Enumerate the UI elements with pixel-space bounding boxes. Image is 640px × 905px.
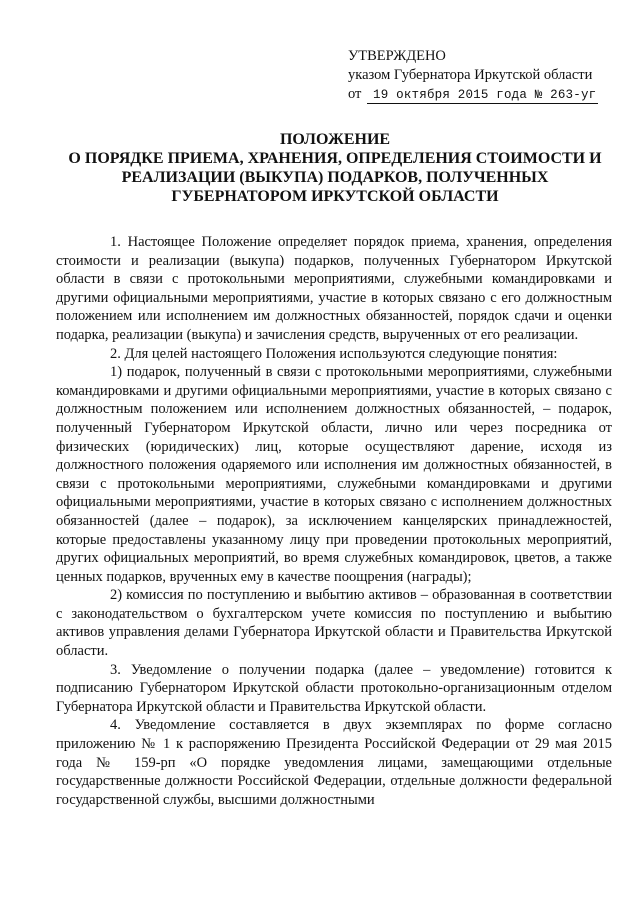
paragraph-3: 3. Уведомление о получении подарка (далее – уведомление) готовится к подписанию Губернатором Иркутской области протокольно-организационным отделом Губернатора Иркутской области и Правительства Иркутской области.	[56, 661, 612, 715]
document-body	[56, 233, 612, 809]
paragraph-1: 1. Настоящее Положение определяет порядок приема, хранения, определения стоимости и реализации (выкупа) подарков, полученных Губернатором Иркутской области в связи с протокольными мероприятиями, служебными командировками и другими официальными мероприятиями, участие в которых связано с его должностным положением или исполнением им должностных обязанностей, порядок сдачи и оценки подарка, реализации (выкупа) и зачисления средств, вырученных от его реализации.	[56, 234, 612, 343]
paragraph-2: 2. Для целей настоящего Положения используются следующие понятия:	[110, 345, 558, 362]
approval-date-prefix: от	[348, 86, 362, 102]
title-line: О ПОРЯДКЕ ПРИЕМА, ХРАНЕНИЯ, ОПРЕДЕЛЕНИЯ СТОИМОСТИ И	[68, 150, 602, 167]
document-title	[40, 130, 630, 206]
paragraph-4: 4. Уведомление составляется в двух экземплярах по форме согласно приложению № 1 к распоряжению Президента Российской Федерации от 29 мая 2015 года № 159-рп «О порядке уведомления лицами, замещающими отдельные государственные должности Российской Федерации, отдельные должности федеральной государственной службы, высшими должностными	[56, 717, 612, 808]
approval-date-line	[348, 85, 628, 104]
approval-stamp	[348, 47, 628, 104]
title-line: ГУБЕРНАТОРОМ ИРКУТСКОЙ ОБЛАСТИ	[171, 188, 499, 205]
approval-date-value: 19 октября 2015 года № 263-уг	[367, 88, 598, 104]
paragraph-2-1: 1) подарок, полученный в связи с протокольными мероприятиями, служебными командировками и другими официальными мероприятиями, участие в которых связано с должностным положением или исполнением должностных обязанностей, – подарок, полученный Губернатором Иркутской области, лично или через посредника от физических (юридических) лиц, которые осуществляют дарение, исходя из должностного положения одаряемого или исполнения им должностных обязанностей, в связи с протокольными мероприятиями, служебными командировками и другими официальными мероприятиями, участие в которых связано с исполнением должностных обязанностей (далее – подарок), за исключением канцелярских принадлежностей, которые предоставлены указанному лицу при проведении протокольных мероприятий, других официальных мероприятий, во время служебных командировок, цветов, а также ценных подарков, врученных ему в качестве поощрения (награды);	[56, 364, 612, 585]
approval-heading: УТВЕРЖДЕНО	[348, 48, 446, 64]
title-line: РЕАЛИЗАЦИИ (ВЫКУПА) ПОДАРКОВ, ПОЛУЧЕННЫХ	[121, 169, 549, 186]
paragraph-2-2: 2) комиссия по поступлению и выбытию активов – образованная в соответствии с законодательством о бухгалтерском учете комиссия по поступлению и выбытию активов управления делами Губернатора Иркутской области и Правительства Иркутской области.	[56, 587, 612, 660]
approval-decree: указом Губернатора Иркутской области	[348, 67, 593, 83]
title-line: ПОЛОЖЕНИЕ	[279, 131, 391, 148]
